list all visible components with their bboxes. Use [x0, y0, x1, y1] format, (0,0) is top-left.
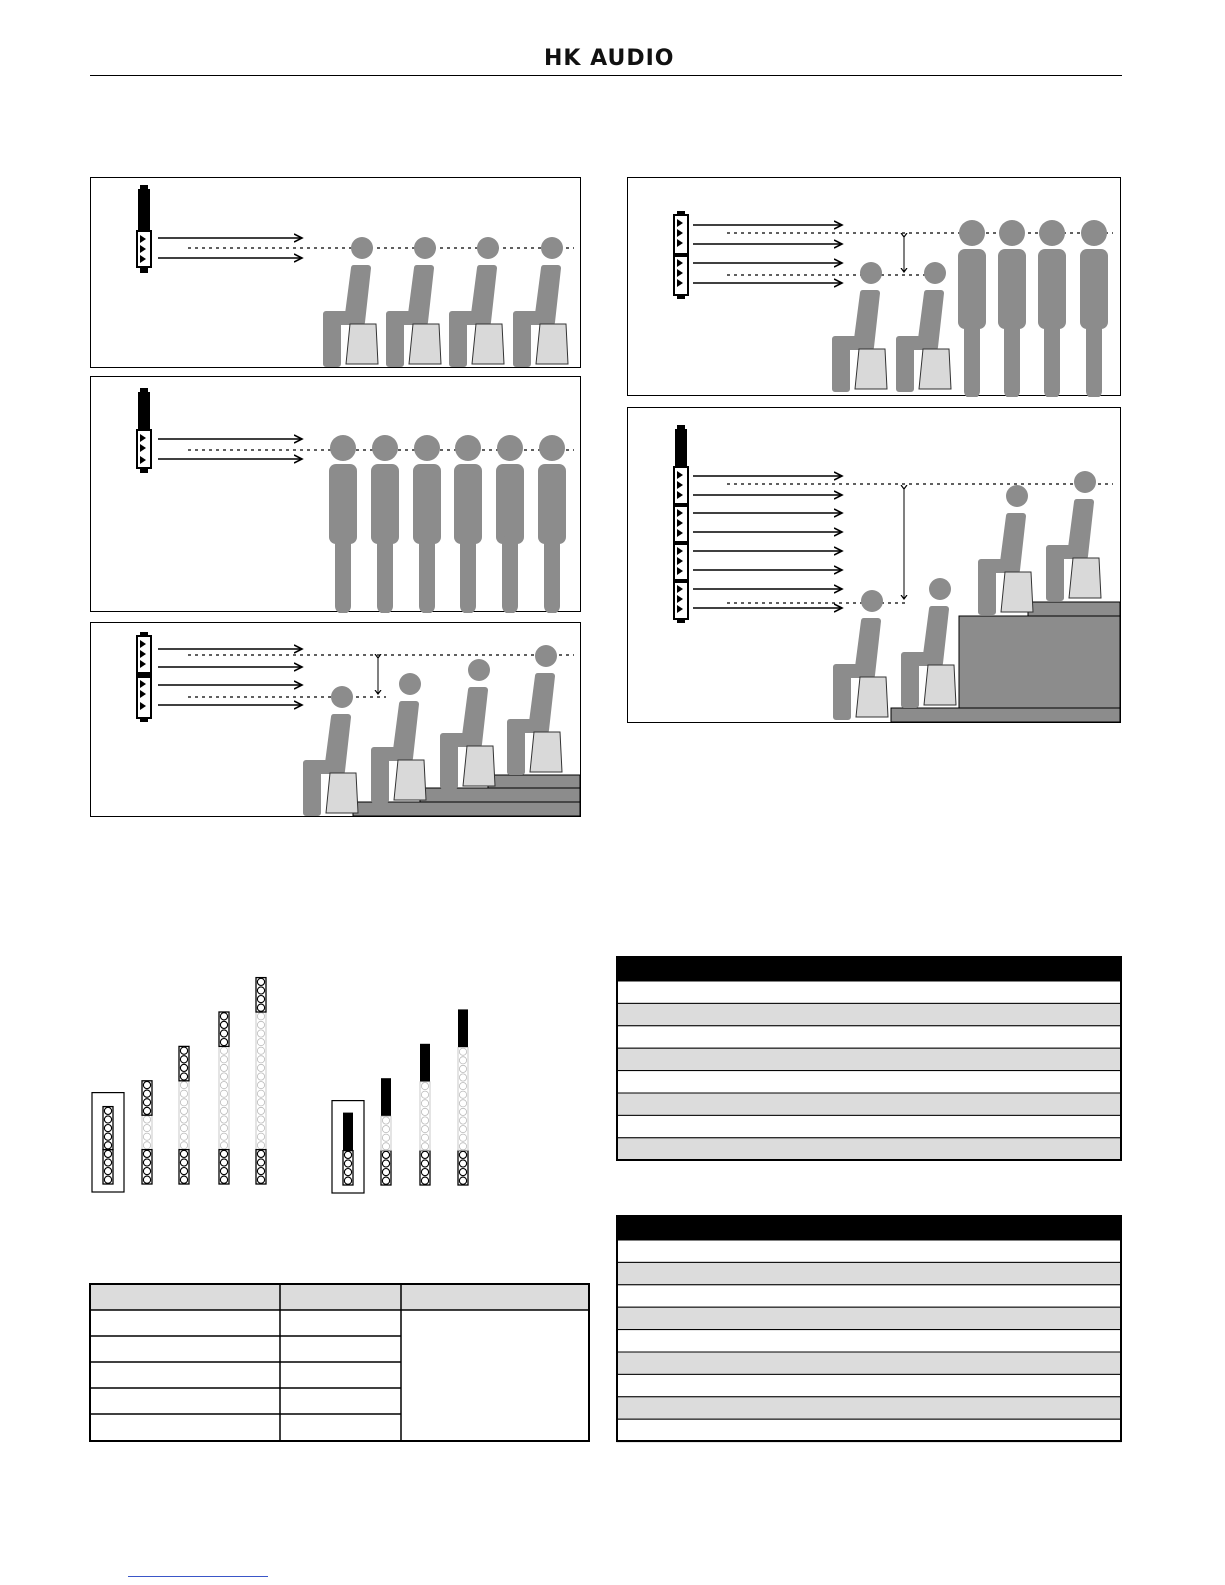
driver-dot: [257, 1073, 264, 1080]
driver-dot: [421, 1126, 428, 1133]
driver-dot: [143, 1090, 150, 1097]
driver-dot: [421, 1117, 428, 1124]
driver-dot: [459, 1091, 466, 1098]
driver-dot: [104, 1133, 111, 1140]
driver-dot: [257, 1082, 264, 1089]
sub-module: [343, 1113, 353, 1151]
driver-dot: [344, 1151, 351, 1158]
driver-dot: [220, 1090, 227, 1097]
driver-dot: [104, 1142, 111, 1149]
driver-dot: [382, 1126, 389, 1133]
driver-dot: [220, 1064, 227, 1071]
driver-dot: [421, 1143, 428, 1150]
driver-dot: [257, 1013, 264, 1020]
driver-dot: [382, 1160, 389, 1167]
driver-dot: [104, 1159, 111, 1166]
table-row: [617, 1071, 1121, 1093]
table-row: [617, 1397, 1121, 1419]
driver-dot: [257, 1030, 264, 1037]
driver-dot: [257, 996, 264, 1003]
speaker-column-icon: [137, 388, 151, 473]
driver-dot: [143, 1133, 150, 1140]
table-row: [617, 1115, 1121, 1137]
driver-dot: [257, 1159, 264, 1166]
driver-dot: [220, 1176, 227, 1183]
driver-dot: [104, 1116, 111, 1123]
driver-dot: [143, 1159, 150, 1166]
driver-dot: [257, 1116, 264, 1123]
brand-logo: HK AUDIO: [544, 46, 675, 71]
footer-link-underline: [128, 1576, 268, 1577]
diagram-standing-flat: [90, 376, 582, 613]
driver-dot: [180, 1142, 187, 1149]
diagram-seated-flat: [90, 177, 582, 369]
table-row: [617, 1330, 1121, 1352]
driver-dot: [382, 1169, 389, 1176]
driver-dot: [104, 1125, 111, 1132]
column-configurations-left: [88, 950, 288, 1200]
driver-dot: [180, 1099, 187, 1106]
right-table-top: [616, 956, 1123, 1162]
driver-dot: [180, 1133, 187, 1140]
driver-dot: [421, 1134, 428, 1141]
driver-dot: [180, 1125, 187, 1132]
driver-dot: [257, 1125, 264, 1132]
driver-dot: [220, 1047, 227, 1054]
driver-dot: [344, 1160, 351, 1167]
driver-dot: [257, 1039, 264, 1046]
driver-dot: [180, 1064, 187, 1071]
driver-dot: [220, 1039, 227, 1046]
driver-dot: [459, 1108, 466, 1115]
driver-dot: [143, 1142, 150, 1149]
driver-dot: [459, 1134, 466, 1141]
column-configurations-right: [330, 985, 490, 1200]
left-table: [89, 1283, 591, 1443]
driver-dot: [257, 987, 264, 994]
driver-dot: [459, 1126, 466, 1133]
speaker-column-icon: [137, 632, 151, 722]
driver-dot: [220, 1030, 227, 1037]
speaker-column-icon: [137, 185, 151, 273]
driver-dot: [459, 1057, 466, 1064]
driver-dot: [143, 1107, 150, 1114]
driver-dot: [220, 1133, 227, 1140]
driver-dot: [220, 1150, 227, 1157]
driver-dot: [459, 1083, 466, 1090]
driver-dot: [382, 1143, 389, 1150]
driver-dot: [344, 1177, 351, 1184]
driver-dot: [344, 1169, 351, 1176]
driver-dot: [143, 1116, 150, 1123]
driver-dot: [421, 1083, 428, 1090]
driver-dot: [180, 1082, 187, 1089]
driver-dot: [180, 1116, 187, 1123]
driver-dot: [220, 1056, 227, 1063]
speaker-column-icon: [674, 425, 688, 623]
table-row: [617, 1048, 1121, 1070]
table-row: [617, 1240, 1121, 1262]
driver-dot: [220, 1142, 227, 1149]
driver-dot: [180, 1176, 187, 1183]
driver-dot: [257, 1133, 264, 1140]
driver-dot: [421, 1091, 428, 1098]
driver-dot: [382, 1177, 389, 1184]
driver-dot: [459, 1074, 466, 1081]
speaker-column-icon: [674, 211, 688, 299]
driver-dot: [421, 1151, 428, 1158]
driver-dot: [180, 1159, 187, 1166]
driver-dot: [220, 1116, 227, 1123]
driver-dot: [180, 1090, 187, 1097]
driver-dot: [421, 1169, 428, 1176]
sub-module: [381, 1078, 391, 1116]
driver-dot: [220, 1099, 227, 1106]
driver-dot: [421, 1177, 428, 1184]
table-row: [617, 1262, 1121, 1284]
driver-dot: [459, 1100, 466, 1107]
header-rule: [90, 75, 1122, 76]
driver-dot: [143, 1176, 150, 1183]
driver-dot: [382, 1151, 389, 1158]
driver-dot: [459, 1143, 466, 1150]
driver-dot: [104, 1107, 111, 1114]
table-row: [617, 981, 1121, 1003]
table-row: [617, 1138, 1121, 1160]
driver-dot: [180, 1073, 187, 1080]
driver-dot: [220, 1107, 227, 1114]
driver-dot: [220, 1021, 227, 1028]
driver-dot: [104, 1176, 111, 1183]
driver-dot: [257, 1176, 264, 1183]
sub-module: [420, 1044, 430, 1082]
driver-dot: [220, 1168, 227, 1175]
table-row: [617, 1419, 1121, 1441]
table-row: [617, 1003, 1121, 1025]
driver-dot: [143, 1082, 150, 1089]
table-row: [617, 1374, 1121, 1396]
table-row: [617, 1285, 1121, 1307]
driver-dot: [257, 1004, 264, 1011]
driver-dot: [143, 1168, 150, 1175]
driver-dot: [459, 1151, 466, 1158]
driver-dot: [180, 1168, 187, 1175]
driver-dot: [459, 1169, 466, 1176]
driver-dot: [104, 1150, 111, 1157]
driver-dot: [220, 1125, 227, 1132]
driver-dot: [257, 1099, 264, 1106]
driver-dot: [421, 1100, 428, 1107]
driver-dot: [257, 1021, 264, 1028]
driver-dot: [143, 1150, 150, 1157]
driver-dot: [220, 1013, 227, 1020]
driver-dot: [257, 1056, 264, 1063]
driver-dot: [220, 1082, 227, 1089]
driver-dot: [459, 1117, 466, 1124]
driver-dot: [257, 1150, 264, 1157]
diagram-mixed-seated-standing: [627, 177, 1122, 397]
driver-dot: [382, 1134, 389, 1141]
driver-dot: [257, 978, 264, 985]
driver-dot: [382, 1117, 389, 1124]
driver-dot: [143, 1125, 150, 1132]
sub-module: [458, 1009, 468, 1047]
driver-dot: [459, 1048, 466, 1055]
table-row: [617, 1093, 1121, 1115]
driver-dot: [421, 1160, 428, 1167]
driver-dot: [459, 1160, 466, 1167]
driver-dot: [459, 1177, 466, 1184]
diagram-seated-balcony: [627, 407, 1122, 724]
driver-dot: [257, 1142, 264, 1149]
driver-dot: [220, 1073, 227, 1080]
diagram-seated-tiered: [90, 622, 582, 818]
driver-dot: [257, 1090, 264, 1097]
driver-dot: [459, 1065, 466, 1072]
driver-dot: [421, 1108, 428, 1115]
driver-dot: [257, 1047, 264, 1054]
column-body: [219, 1012, 229, 1184]
driver-dot: [180, 1056, 187, 1063]
driver-dot: [180, 1047, 187, 1054]
driver-dot: [104, 1168, 111, 1175]
driver-dot: [257, 1064, 264, 1071]
driver-dot: [257, 1168, 264, 1175]
table-row: [617, 1352, 1121, 1374]
driver-dot: [180, 1150, 187, 1157]
driver-dot: [220, 1159, 227, 1166]
driver-dot: [257, 1107, 264, 1114]
table-row: [617, 1307, 1121, 1329]
table-row: [617, 1026, 1121, 1048]
right-table-bottom: [616, 1215, 1123, 1443]
driver-dot: [143, 1099, 150, 1106]
driver-dot: [180, 1107, 187, 1114]
